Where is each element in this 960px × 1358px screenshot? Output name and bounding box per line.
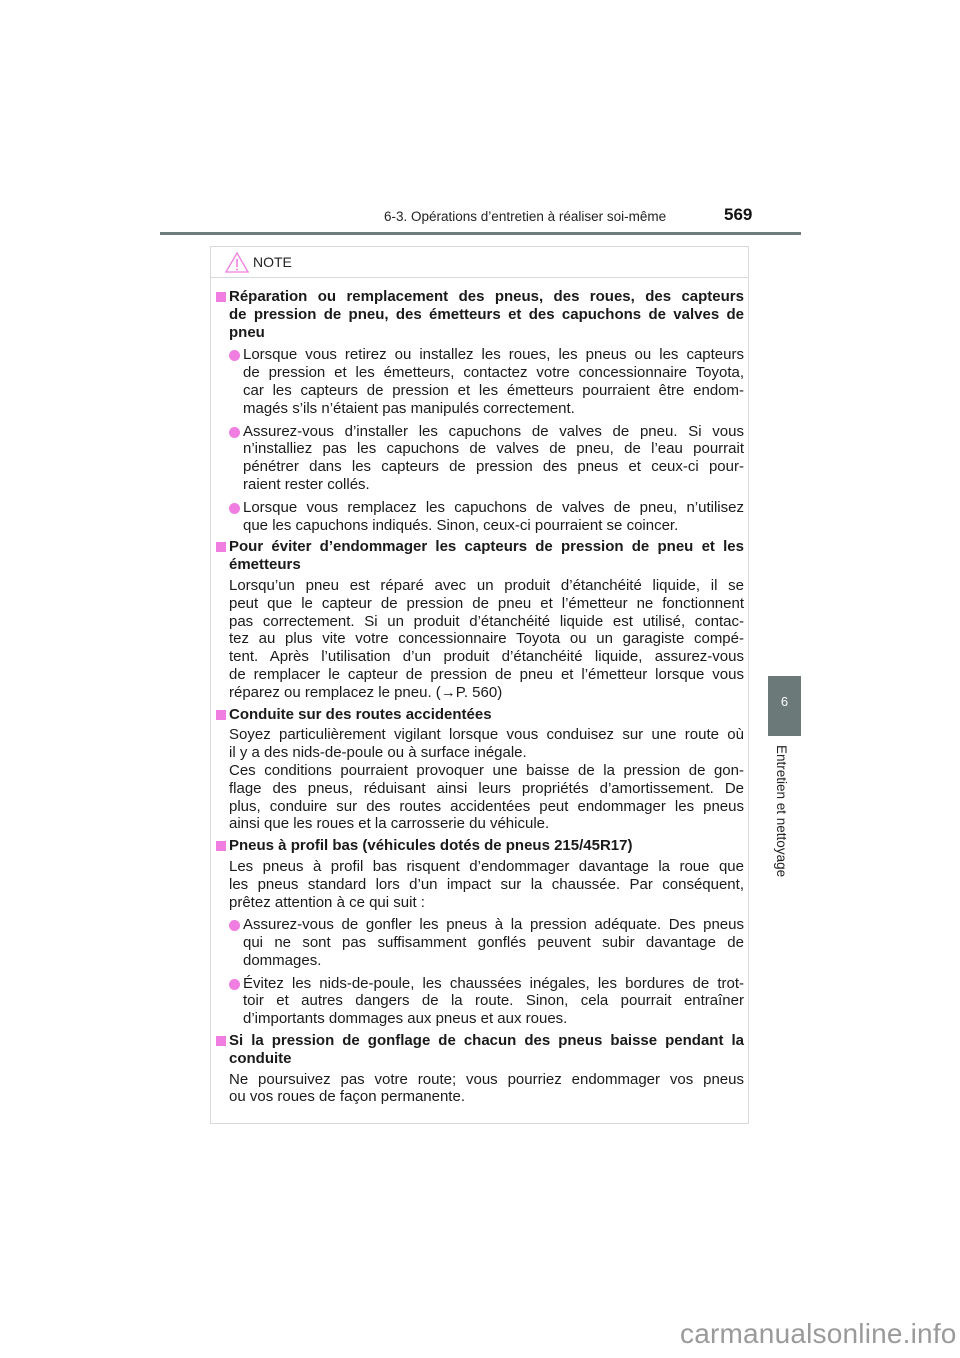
text-line: conduite [229, 1049, 292, 1067]
section-heading [229, 288, 744, 341]
text-line: dommages. [243, 951, 322, 969]
watermark: carmanualsonline.info [680, 1318, 957, 1349]
note-section [229, 288, 744, 534]
chapter-tab[interactable]: 6 [768, 676, 801, 736]
text-line: tez au plus vite votre concessionnaire Toyota ou un garagiste compé- [229, 630, 744, 648]
chapter-label: Entretien et nettoyage [774, 745, 789, 878]
note-section [229, 538, 744, 701]
text-line: tent. Après l’utilisation d’un produit d’étanchéité liquide, assurez-vous [229, 648, 744, 666]
text-line: plus, conduire sur des routes accidentées peut endommager les pneus [229, 797, 744, 815]
section-heading [229, 706, 744, 724]
text-line: Soyez particulièrement vigilant lorsque vous conduisez sur une route où [229, 726, 744, 744]
text-line: Lorsque vous retirez ou installez les roues, les pneus ou les capteurs [243, 346, 744, 364]
text-line: ou vos roues de façon permanente. [229, 1088, 465, 1106]
round-bullet-icon [229, 427, 240, 438]
text-line: Conduite sur des routes accidentées [229, 705, 492, 723]
text-line: Réparation ou remplacement des pneus, des roues, des capteurs [229, 288, 744, 305]
text-line: pénétrer dans les capteurs de pression des pneus et ceux-ci pour- [243, 458, 744, 476]
section-body [229, 1071, 744, 1107]
bullet-item [229, 916, 744, 969]
note-section [229, 1032, 744, 1106]
text-line: Pour éviter d’endommager les capteurs de pression de pneu et les [229, 538, 744, 556]
section-body [229, 726, 744, 833]
note-box [210, 246, 749, 1124]
round-bullet-icon [229, 979, 240, 990]
text-line: n’installiez pas les capuchons de valves de pneu, de l’eau pourrait [243, 440, 744, 458]
text-line: Les pneus à profil bas risquent d’endommager davantage la roue que [229, 857, 744, 875]
text-line: de remplacer le capteur de pression de pneu et l’émetteur lorsque vous [229, 665, 744, 683]
text-line: les pneus standard lors d’un impact sur la chaussée. Par conséquent, [229, 875, 744, 893]
round-bullet-icon [229, 503, 240, 514]
bullet-item [229, 499, 744, 535]
round-bullet-icon [229, 920, 240, 931]
text-line: Ces conditions pourraient provoquer une baisse de la pression de gon- [229, 761, 744, 779]
text-line: Pneus à profil bas (véhicules dotés de pneus 215/45R17) [229, 837, 633, 855]
text-line: Assurez-vous d’installer les capuchons de valves de pneu. Si vous [243, 422, 744, 440]
text-line: Lorsqu’un pneu est réparé avec un produit d’étanchéité liquide, il se [229, 576, 744, 594]
text-line: il y a des nids-de-poule ou à surface inégale. [229, 744, 527, 762]
note-section [229, 837, 744, 1028]
text-line: prêtez attention à ce qui suit : [229, 893, 425, 911]
note-content [229, 288, 744, 1106]
square-bullet-icon [216, 542, 226, 552]
text-line: Évitez les nids-de-poule, les chaussées inégales, les bordures de trot- [243, 974, 744, 992]
text-line: car les capteurs de pression et les émetteurs pourraient être endom- [243, 381, 744, 399]
text-line: Si la pression de gonflage de chacun des pneus baisse pendant la [229, 1032, 744, 1050]
square-bullet-icon [216, 841, 226, 851]
header-divider [160, 232, 801, 235]
section-title: 6-3. Opérations d’entretien à réaliser soi-même [384, 209, 667, 224]
bullet-item [229, 975, 744, 1028]
section-heading [229, 1032, 744, 1068]
warning-triangle-icon [225, 252, 249, 273]
text-line: qui ne sont pas suffisamment gonflés peuvent subir davantage de [243, 934, 744, 952]
text-line: magés s’ils n’étaient pas manipulés correctement. [243, 399, 575, 417]
text-line: réparez ou remplacez le pneu. (→P. 560) [229, 683, 503, 701]
text-line: pneu [229, 323, 265, 341]
section-heading [229, 837, 744, 855]
bullet-item [229, 346, 744, 417]
square-bullet-icon [216, 710, 226, 720]
text-line: émetteurs [229, 556, 301, 574]
text-line: de pression de pneu, des émetteurs et des capuchons de valves de [229, 305, 744, 323]
text-line: Assurez-vous de gonfler les pneus à la pression adéquate. Des pneus [243, 916, 744, 934]
text-line: flage des pneus, réduisant ainsi leurs propriétés d’amortissement. De [229, 779, 744, 797]
text-line: peut que le capteur de pression de pneu et l’émetteur ne fonctionnent [229, 594, 744, 612]
note-section [229, 706, 744, 834]
square-bullet-icon [216, 292, 226, 302]
round-bullet-icon [229, 350, 240, 361]
text-line: ainsi que les roues et la carrosserie du véhicule. [229, 815, 550, 833]
bullet-item [229, 423, 744, 494]
section-body [229, 858, 744, 911]
text-line: que les capuchons indiqués. Sinon, ceux-ci pourraient se coincer. [243, 516, 679, 534]
page-number: 569 [724, 205, 753, 224]
text-line: de pression et les émetteurs, contactez votre concessionnaire Toyota, [243, 364, 744, 382]
section-body [229, 577, 744, 702]
text-line: raient rester collés. [243, 475, 370, 493]
note-label: NOTE [253, 254, 292, 270]
text-line: pas correctement. Si un produit d’étanchéité liquide est utilisé, contac- [229, 612, 744, 630]
text-line: Lorsque vous remplacez les capuchons de valves de pneu, n’utilisez [243, 498, 744, 516]
section-heading [229, 538, 744, 574]
square-bullet-icon [216, 1036, 226, 1046]
text-line: d’importants dommages aux pneus et aux roues. [243, 1010, 568, 1028]
note-header [211, 247, 748, 278]
text-line: toir et autres dangers de la route. Sinon, cela pourrait entraîner [243, 992, 744, 1010]
text-line: Ne poursuivez pas votre route; vous pourriez endommager vos pneus [229, 1070, 744, 1088]
